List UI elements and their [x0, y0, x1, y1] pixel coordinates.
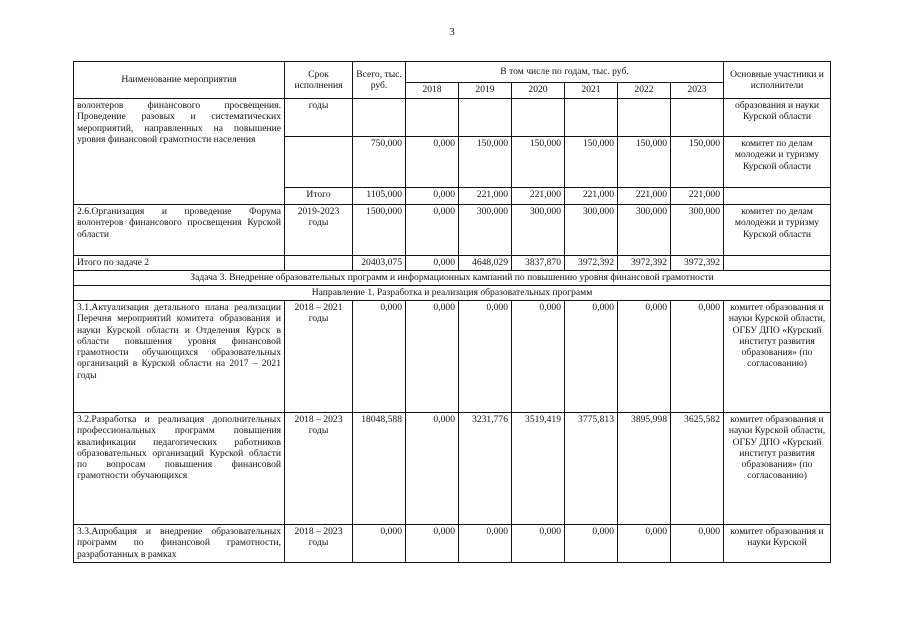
itogo-value: 221,000 [565, 188, 618, 205]
row-participants: комитет образования и науки Курской области, ОГБУ ДПО «Курский институт развития образования» (по согласованию) [724, 413, 831, 525]
row-value: 0,000 [618, 525, 671, 563]
row-total: 18048,588 [353, 413, 406, 525]
year-header: 2018 [406, 83, 459, 99]
row-value: 0,000 [459, 301, 512, 413]
row-name: волонтеров финансового просвещения. Проведение разовых и систематических мероприятий, направленных на повышение уровня финансовой грамотности населения [74, 99, 285, 205]
row-value: 0,000 [618, 301, 671, 413]
row-value: 300,000 [565, 205, 618, 256]
year-header: 2019 [459, 83, 512, 99]
year-header: 2020 [512, 83, 565, 99]
header-by-years: В том числе по годам, тыс. руб. [406, 62, 724, 83]
table-row [74, 301, 831, 413]
row-value: 3231,776 [459, 413, 512, 525]
task-total-label: Итого по задаче 2 [74, 256, 285, 271]
row-term: 2018 – 2021 годы [285, 301, 353, 413]
task-total-total: 20403,075 [353, 256, 406, 271]
itogo-value: 221,000 [671, 188, 724, 205]
row-value: 0,000 [671, 301, 724, 413]
row-value: 3895,998 [618, 413, 671, 525]
row-value: 3625,582 [671, 413, 724, 525]
row-value: 3519,419 [512, 413, 565, 525]
row-value: 0,000 [565, 301, 618, 413]
task-total-value: 0,000 [406, 256, 459, 271]
task-total-value: 3837,870 [512, 256, 565, 271]
row-total: 0,000 [353, 301, 406, 413]
header-term: Срок исполнения [285, 62, 353, 99]
row-total: 0,000 [353, 525, 406, 563]
row-value: 0,000 [406, 301, 459, 413]
row-term: 2018 – 2023 годы [285, 525, 353, 563]
row-participants: комитет образования и науки Курской области, ОГБУ ДПО «Курский институт развития образования» (по согласованию) [724, 301, 831, 413]
program-table [73, 61, 831, 563]
row-participants: комитет по делам молодежи и туризму Курской области [724, 205, 831, 256]
row-name: 3.1.Актуализация детального плана реализации Перечня мероприятий комитета образования и науки Курской области и Отделения Курск в области повышения уровня финансовой грамотности обучающихся образовательных организаций в Курской области на 2017 – 2021 годы [74, 301, 285, 413]
year-header: 2023 [671, 83, 724, 99]
row-value: 0,000 [671, 525, 724, 563]
table-row [74, 205, 831, 256]
row-value: 150,000 [512, 137, 565, 188]
row-value: 0,000 [512, 525, 565, 563]
row-value: 300,000 [512, 205, 565, 256]
task-total-value: 3972,392 [671, 256, 724, 271]
row-value: 300,000 [618, 205, 671, 256]
table-row [74, 99, 831, 137]
itogo-label: Итого [285, 188, 353, 205]
row-name: 3.3.Апробация и внедрение образовательных программ по финансовой грамотности, разработанных в рамках [74, 525, 285, 563]
itogo-value: 0,000 [406, 188, 459, 205]
header-row [74, 62, 831, 83]
task-heading-row [74, 271, 831, 286]
direction-heading: Направление 1. Разработка и реализация образовательных программ [74, 286, 831, 301]
row-name: 2.6.Организация и проведение Форума волонтеров финансового просвещения Курской области [74, 205, 285, 256]
row-value: 0,000 [565, 525, 618, 563]
task-total-value: 3972,392 [565, 256, 618, 271]
row-value: 150,000 [671, 137, 724, 188]
row-total: 750,000 [353, 137, 406, 188]
table-row [74, 525, 831, 563]
row-value: 150,000 [565, 137, 618, 188]
row-term: 2018 – 2023 годы [285, 413, 353, 525]
row-value: 0,000 [406, 137, 459, 188]
direction-heading-row [74, 286, 831, 301]
page-number: 3 [449, 26, 455, 38]
header-total: Всего, тыс. руб. [353, 62, 406, 99]
row-name: 3.2.Разработка и реализация дополнительных профессиональных программ повышения квалификации педагогических работников образовательных организаций Курской области по вопросам повышения финансовой грамотности обучающихся [74, 413, 285, 525]
year-header: 2021 [565, 83, 618, 99]
header-participants: Основные участники и исполнители [724, 62, 831, 99]
row-participants: комитет по делам молодежи и туризму Курской области [724, 137, 831, 188]
row-value: 150,000 [459, 137, 512, 188]
row-value: 3775,813 [565, 413, 618, 525]
table-row [74, 413, 831, 525]
row-value: 0,000 [459, 525, 512, 563]
row-participants: образования и науки Курской области [724, 99, 831, 137]
task-total-value: 4648,029 [459, 256, 512, 271]
itogo-total: 1105,000 [353, 188, 406, 205]
task-total-value: 3972,392 [618, 256, 671, 271]
row-total: 1500,000 [353, 205, 406, 256]
row-value: 300,000 [671, 205, 724, 256]
task-total-row [74, 256, 831, 271]
row-value: 300,000 [459, 205, 512, 256]
row-value: 0,000 [406, 205, 459, 256]
row-value: 150,000 [618, 137, 671, 188]
year-header: 2022 [618, 83, 671, 99]
itogo-value: 221,000 [618, 188, 671, 205]
row-value: 0,000 [406, 525, 459, 563]
row-value: 0,000 [512, 301, 565, 413]
itogo-value: 221,000 [459, 188, 512, 205]
header-name: Наименование мероприятия [74, 62, 285, 99]
row-participants: комитет образования и науки Курской [724, 525, 831, 563]
row-value: 0,000 [406, 413, 459, 525]
row-term: годы [285, 99, 353, 137]
itogo-value: 221,000 [512, 188, 565, 205]
row-term: 2019-2023 годы [285, 205, 353, 256]
task-heading: Задача 3. Внедрение образовательных программ и информационных кампаний по повышению уровня финансовой грамотности [74, 271, 831, 286]
